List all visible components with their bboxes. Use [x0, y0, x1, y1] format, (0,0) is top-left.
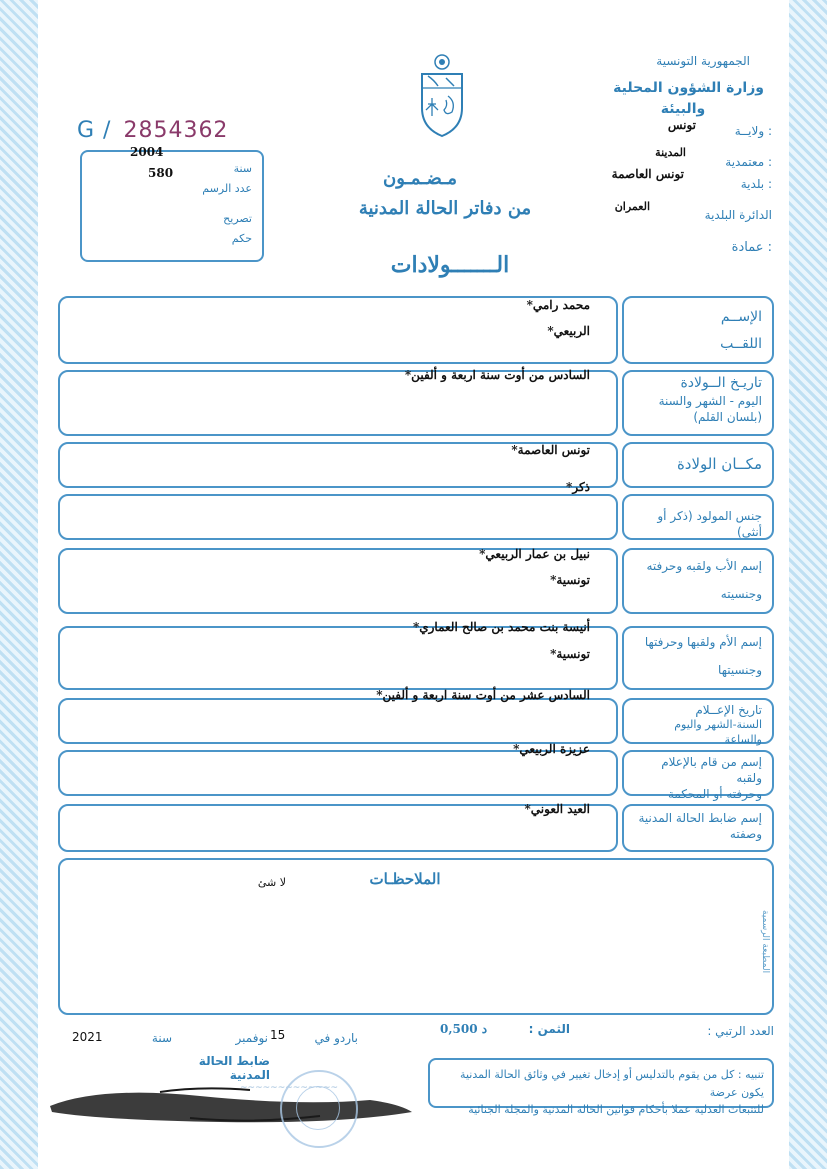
name-label: الإســم: [720, 309, 762, 325]
wilaya-label: ولايــة :: [734, 124, 772, 138]
first-name-value: محمد رامي*: [526, 298, 590, 312]
document-serial: [77, 118, 228, 143]
birth-date-value: السادس من أوت سنة اربعة و ألفين*: [404, 368, 590, 382]
declarant-label-box: [622, 750, 774, 802]
mother-nationality-value: تونسية*: [550, 647, 590, 661]
officer-title: ضابط الحالة المدنية: [198, 1054, 270, 1082]
declarant-label: إسم من قام بالإعلام ولقبه: [661, 755, 762, 786]
baladiya-label: بلدية :: [740, 177, 772, 191]
record-info-box: [80, 145, 264, 262]
price-value: 0,500 د: [440, 1022, 488, 1036]
birth-date-sublabel: اليوم - الشهر والسنة: [658, 393, 762, 408]
daira-value: العمران: [614, 200, 650, 213]
birth-date-label-box: [622, 370, 774, 436]
place-label: باردو في: [314, 1031, 358, 1045]
declarant-sublabel: وحرفته أو المحكمة: [667, 787, 762, 802]
declaration-date-label-box: [622, 698, 774, 747]
date-year-label: سنة: [151, 1031, 172, 1045]
officer-value: العيد العوني*: [524, 802, 590, 816]
sex-label: جنس المولود (ذكر أو أنثى): [657, 509, 762, 540]
warning-line-1: تنبيه : كل من يقوم بالتدليس أو إدخال تغيير في وثائق الحالة المدنية يكون عرضة: [460, 1068, 764, 1099]
declarant-value: عزيزة الربيعي*: [513, 742, 590, 756]
mo3tamadiya-label: معتمدية :: [725, 155, 772, 169]
price-label: الثمن :: [528, 1022, 570, 1036]
warning-line-2: للتتبعات العدلية عملا بأحكام قوانين الحالة المدنية والمجلة الجنائية: [468, 1103, 764, 1117]
birth-place-value: تونس العاصمة*: [511, 443, 590, 457]
birth-date-label: تاريـخ الــولادة: [680, 375, 762, 391]
father-label: إسم الأب ولقبه وحرفته: [646, 559, 762, 573]
surname-value: الربيعي*: [547, 324, 590, 338]
father-label-box: [622, 548, 774, 614]
republic-name: الجمهورية التونسية: [656, 54, 750, 68]
officer-sublabel: وصفته: [729, 827, 762, 842]
record-number-value: 580: [148, 166, 174, 180]
printer-mark: المطبعة الرسمية: [760, 910, 770, 974]
svg-text:~~~~~~~~~~~~~: ~~~~~~~~~~~~~: [240, 1083, 339, 1093]
date-year: 2021: [72, 1030, 103, 1044]
officer-signature: [40, 1078, 420, 1128]
mother-name-value: أنيسة بنت محمد بن صالح العماري*: [412, 620, 590, 634]
officer-label-box: [622, 804, 774, 852]
mother-label-box: [622, 626, 774, 690]
official-stamp: [280, 1070, 358, 1148]
father-nationality-value: تونسية*: [550, 573, 590, 587]
serial-number: 2854362: [123, 118, 229, 143]
tunisia-emblem-icon: [418, 52, 466, 138]
name-label-box: [622, 296, 774, 364]
sex-label-box: [622, 494, 774, 540]
declaration-date-value: السادس عشر من أوت سنة اربعة و ألفين*: [376, 688, 590, 702]
birth-date-note: (بلسان القلم): [693, 410, 762, 425]
declaration-date-value-box: [58, 698, 618, 744]
officer-label: إسم ضابط الحالة المدنية: [638, 811, 762, 825]
decorative-border-right: [783, 0, 827, 1169]
record-year-label: سنة: [233, 162, 252, 175]
mo3tamadiya-value: المدينة: [655, 146, 686, 159]
sex-value: ذكر*: [566, 480, 590, 494]
birth-place-label: مكــان الولادة: [676, 455, 762, 473]
father-name-value: نبيل بن عمار الربيعي*: [479, 547, 590, 561]
declarant-value-box: [58, 750, 618, 796]
ministry-name-2: والبيئة: [660, 101, 706, 117]
serial-prefix: G /: [77, 118, 112, 143]
mother-nationality-label: وجنسيتها: [718, 663, 762, 678]
imada-label: عمادة :: [731, 240, 772, 255]
title-extract: مـضـمـون: [383, 168, 457, 189]
date-day: 15: [270, 1028, 286, 1042]
daira-label: الدائرة البلدية: [704, 208, 772, 222]
record-year-value: 2004: [130, 145, 164, 159]
decorative-border-left: [0, 0, 44, 1169]
serial-order-label: العدد الرتبي :: [707, 1024, 774, 1038]
baladiya-value: تونس العاصمة: [611, 167, 684, 181]
title-births: الـــــــولادات: [390, 252, 510, 278]
sex-value-box: [58, 494, 618, 540]
ministry-name: وزارة الشؤون المحلية: [613, 80, 764, 96]
mother-label: إسم الأم ولقبها وحرفتها: [644, 635, 762, 649]
father-nationality-label: وجنسيته: [720, 587, 762, 602]
title-registers: من دفاتر الحالة المدنية: [358, 198, 532, 219]
notes-value: لا شئ: [257, 876, 286, 889]
birth-place-label-box: [622, 442, 774, 488]
record-ruling-label: حكم: [231, 232, 252, 245]
warning-box: [428, 1058, 774, 1117]
notes-title: الملاحظـات: [369, 870, 441, 888]
record-declaration-label: تصريح: [223, 212, 252, 225]
record-number-label: عدد الرسم: [202, 182, 252, 195]
date-month: نوفمبر: [235, 1031, 268, 1045]
wilaya-value: تونس: [667, 118, 696, 132]
declaration-date-sublabel: السنة-الشهر واليوم والساعة: [674, 718, 762, 747]
surname-label: اللقــب: [720, 335, 762, 352]
declaration-date-label: تاريخ الإعــلام: [695, 703, 762, 717]
